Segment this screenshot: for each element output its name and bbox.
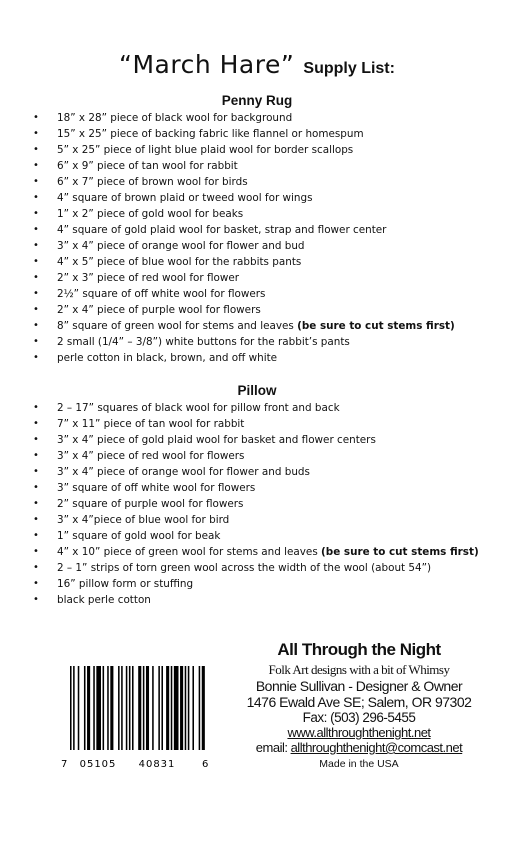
supply-item-text: 2 small (1/4” – 3/8”) white buttons for the rabbit’s pants <box>57 336 350 348</box>
upc-barcode <box>36 663 216 773</box>
penny-rug-supply-item <box>0 350 455 366</box>
company-email-line <box>236 740 482 755</box>
made-in-usa-label: Made in the USA <box>319 758 399 770</box>
barcode-group-left: 05105 <box>79 759 117 770</box>
supply-item-note: (be sure to cut stems first) <box>297 320 455 332</box>
barcode-bar <box>174 666 179 750</box>
barcode-bar <box>96 666 101 750</box>
pillow-supply-item <box>0 560 479 576</box>
barcode-bar <box>78 666 80 750</box>
barcode-bar <box>121 666 123 750</box>
penny-rug-supply-item <box>0 222 455 238</box>
barcode-bar <box>132 666 134 750</box>
barcode-bar <box>84 666 86 750</box>
barcode-lead-digit: 7 <box>61 759 68 770</box>
supply-item-text: 3” x 4” piece of orange wool for flower and bud <box>57 240 305 252</box>
supply-item-text: 2” x 3” piece of red wool for flower <box>57 272 240 284</box>
pillow-supply-item <box>0 448 479 464</box>
barcode-bar <box>188 666 190 750</box>
company-name: All Through the Night <box>277 640 441 659</box>
penny-rug-supply-item <box>0 334 455 350</box>
pillow-supply-item <box>0 496 479 512</box>
supply-item-text: 3” x 4” piece of orange wool for flower and buds <box>57 466 310 478</box>
supply-item-text: 16” pillow form or stuffing <box>57 578 194 590</box>
supply-item-text: 2½” square of off white wool for flowers <box>57 288 266 300</box>
barcode-bar <box>107 666 109 750</box>
supply-item-text: 6” x 9” piece of tan wool for rabbit <box>57 160 238 172</box>
barcode-bar <box>73 666 75 750</box>
barcode-bar <box>171 666 173 750</box>
supply-item-text: 2 – 17” squares of black wool for pillow front and back <box>57 402 340 414</box>
supply-item-text: 1” square of gold wool for beak <box>57 530 221 542</box>
supply-item-text: perle cotton in black, brown, and off white <box>57 352 278 364</box>
barcode-group-right: 40831 <box>138 759 176 770</box>
penny-rug-supply-item <box>0 126 455 142</box>
supply-item-text: 3” x 4” piece of red wool for flowers <box>57 450 245 462</box>
company-address: 1476 Ewald Ave SE; Salem, OR 97302 <box>246 694 472 710</box>
supply-item-note: (be sure to cut stems first) <box>321 546 479 558</box>
penny-rug-supply-item <box>0 190 455 206</box>
barcode-bar <box>202 666 205 750</box>
supply-item-text: black perle cotton <box>57 594 151 606</box>
barcode-bar <box>185 666 187 750</box>
pillow-supply-item <box>0 576 479 592</box>
supply-item-text: 4” x 10” piece of green wool for stems and leaves <box>57 546 322 558</box>
barcode-bar <box>70 666 72 750</box>
supply-item-text: 1” x 2” piece of gold wool for beaks <box>57 208 244 220</box>
company-info-block <box>236 640 482 770</box>
supply-item-text: 2” x 4” piece of purple wool for flowers <box>57 304 261 316</box>
penny-rug-supply-item <box>0 302 455 318</box>
barcode-bar <box>161 666 163 750</box>
page-title <box>0 50 514 79</box>
pillow-supply-item <box>0 480 479 496</box>
pillow-supply-item <box>0 464 479 480</box>
supply-item-text: 7” x 11” piece of tan wool for rabbit <box>57 418 245 430</box>
penny-rug-supply-item <box>0 110 455 126</box>
barcode-bar <box>129 666 131 750</box>
pillow-supply-item <box>0 544 479 560</box>
supply-item-text: 2 – 1” strips of torn green wool across the width of the wool (about 54”) <box>57 562 432 574</box>
supply-item-text: 18” x 28” piece of black wool for background <box>57 112 293 124</box>
barcode-bar <box>192 666 194 750</box>
supply-item-text: 15” x 25” piece of backing fabric like flannel or homespum <box>57 128 364 140</box>
supply-item-text: 3” x 4” piece of gold plaid wool for basket and flower centers <box>57 434 376 446</box>
barcode-bar <box>126 666 128 750</box>
penny-rug-supply-item <box>0 286 455 302</box>
pillow-supply-item <box>0 432 479 448</box>
barcode-bar <box>180 666 183 750</box>
supply-item-text: 2” square of purple wool for flowers <box>57 498 244 510</box>
penny-rug-supply-item <box>0 142 455 158</box>
pattern-name: “March Hare” <box>119 50 295 79</box>
designer-line: Bonnie Sullivan - Designer & Owner <box>255 678 463 694</box>
company-email-link[interactable]: allthroughthenight@comcast.net <box>290 740 463 755</box>
supply-item-text: 5” x 25” piece of light blue plaid wool for border scallops <box>57 144 354 156</box>
barcode-bar <box>199 666 201 750</box>
barcode-bar <box>138 666 141 750</box>
pillow-supply-item <box>0 512 479 528</box>
penny-rug-supply-item <box>0 206 455 222</box>
pillow-supply-item <box>0 416 479 432</box>
penny-rug-supply-item <box>0 318 455 334</box>
barcode-bar <box>87 666 90 750</box>
supply-item-text: 3” square of off white wool for flowers <box>57 482 256 494</box>
barcode-bar <box>103 666 105 750</box>
barcode-bar <box>152 666 154 750</box>
pillow-supply-item <box>0 400 479 416</box>
barcode-check-digit: 6 <box>202 759 209 770</box>
supply-item-text: 4” square of brown plaid or tweed wool for wings <box>57 192 313 204</box>
supply-item-text: 3” x 4”piece of blue wool for bird <box>57 514 230 526</box>
penny-rug-supply-list <box>0 110 455 366</box>
barcode-bar <box>146 666 149 750</box>
barcode-bar <box>143 666 145 750</box>
barcode-bar <box>166 666 169 750</box>
penny-rug-heading: Penny Rug <box>221 93 293 108</box>
supply-list-label: Supply List: <box>303 60 395 77</box>
pillow-supply-item <box>0 528 479 544</box>
supply-item-text: 8” square of green wool for stems and leaves <box>57 320 298 332</box>
supply-item-text: 4” square of gold plaid wool for basket, strap and flower center <box>57 224 387 236</box>
company-tagline: Folk Art designs with a bit of Whimsy <box>268 662 450 677</box>
supply-item-text: 6” x 7” piece of brown wool for birds <box>57 176 248 188</box>
barcode-bar <box>110 666 113 750</box>
penny-rug-supply-item <box>0 238 455 254</box>
barcode-bar <box>118 666 120 750</box>
company-website-link[interactable]: www.allthroughthenight.net <box>287 725 431 740</box>
barcode-bar <box>93 666 95 750</box>
penny-rug-supply-item <box>0 158 455 174</box>
email-label: email: <box>255 740 291 755</box>
supply-item-text: 4” x 5” piece of blue wool for the rabbits pants <box>57 256 302 268</box>
company-fax: Fax: (503) 296-5455 <box>302 710 416 725</box>
penny-rug-supply-item <box>0 254 455 270</box>
penny-rug-supply-item <box>0 174 455 190</box>
pillow-heading: Pillow <box>237 383 277 398</box>
pillow-supply-list <box>0 400 479 608</box>
pillow-supply-item <box>0 592 479 608</box>
barcode-bar <box>158 666 160 750</box>
penny-rug-supply-item <box>0 270 455 286</box>
